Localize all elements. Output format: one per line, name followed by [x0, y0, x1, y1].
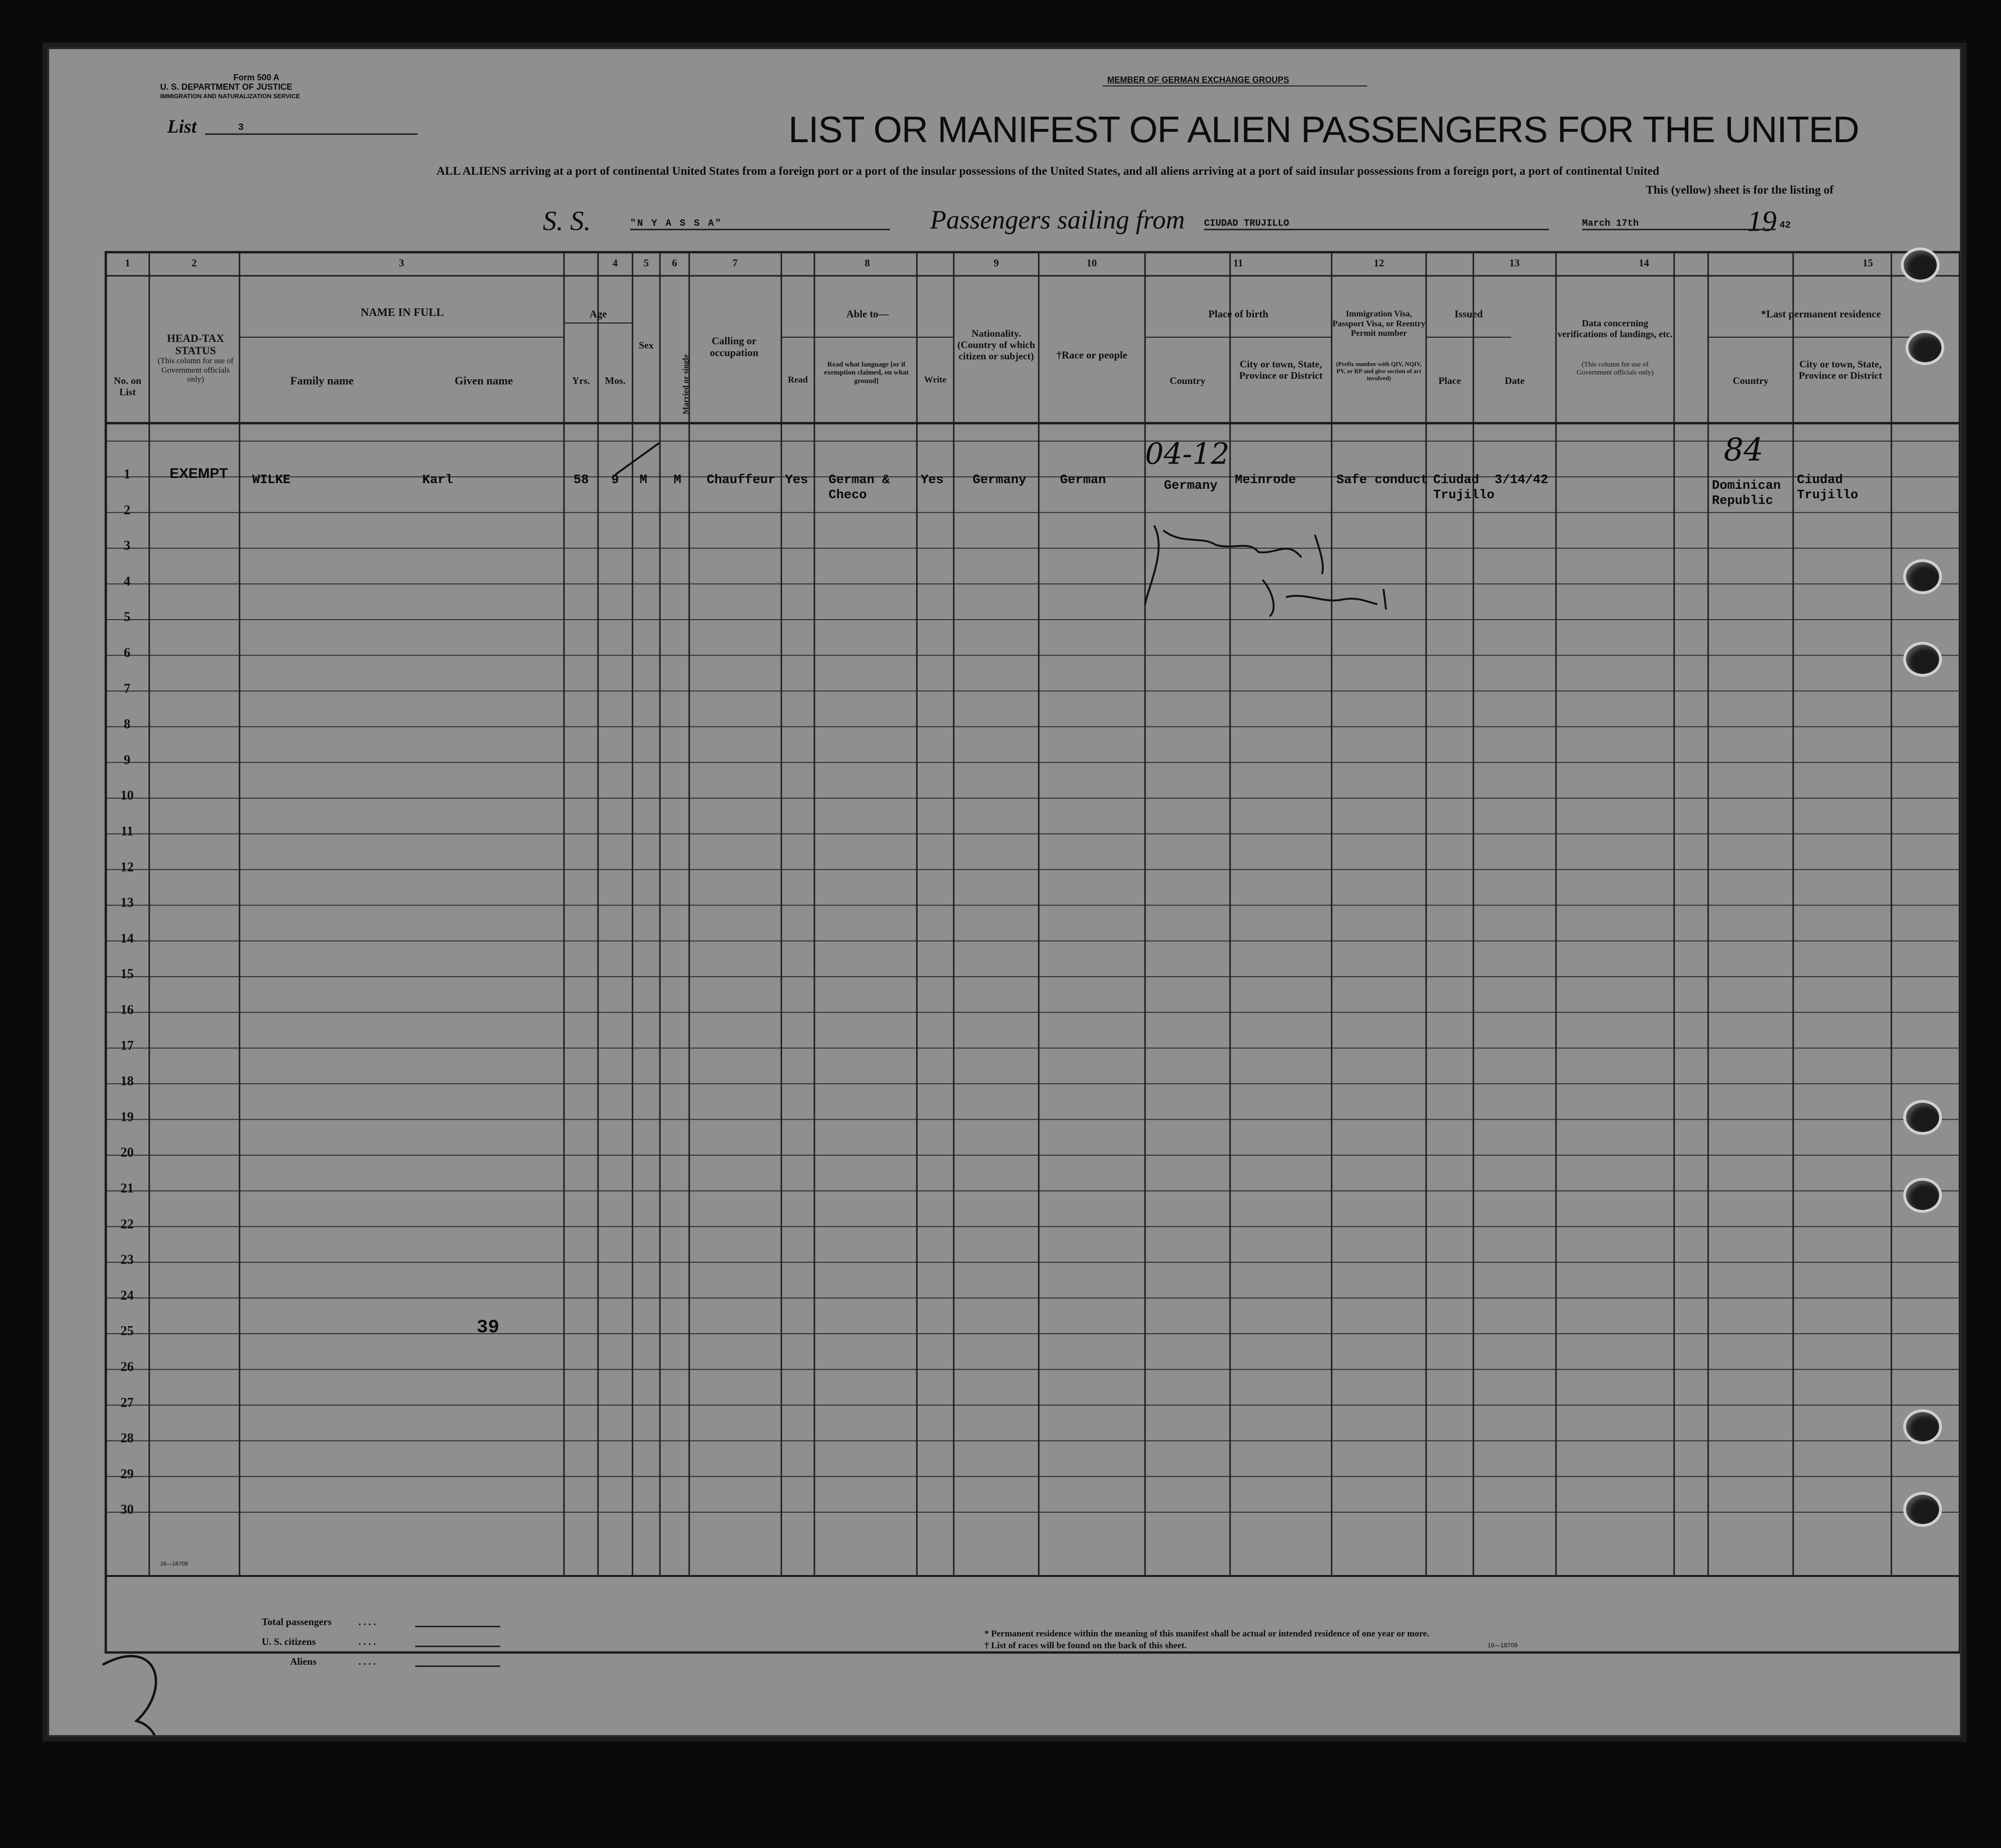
binder-hole	[1903, 642, 1942, 677]
footer-us-citizens: U. S. citizens	[262, 1636, 316, 1647]
page-number-stamp: 39	[477, 1317, 500, 1338]
header-res-country: Country	[1733, 375, 1769, 386]
binder-hole	[1903, 1492, 1942, 1527]
row-number: 23	[120, 1252, 134, 1268]
entry-res-country-2: Republic	[1712, 494, 1773, 508]
header-issued-place: Place	[1438, 375, 1461, 386]
table-printer-code: 16—18709	[160, 1560, 188, 1567]
sailing-label: Passengers sailing from	[930, 205, 1185, 235]
column-number: 2	[191, 257, 197, 269]
row-number: 29	[120, 1466, 134, 1482]
entry-nationality: Germany	[973, 473, 1026, 487]
column-number: 4	[612, 257, 618, 269]
entry-given-name: Karl	[422, 473, 453, 487]
footer-dots-1: . . . .	[359, 1616, 376, 1627]
entry-head-tax: EXEMPT	[170, 466, 228, 481]
row-number: 27	[120, 1395, 134, 1410]
column-number: 1	[125, 257, 130, 269]
footer-total-passengers: Total passengers	[262, 1616, 332, 1627]
header-issued: Issued	[1454, 308, 1483, 320]
header-nationality: Nationality. (Country of which citizen or subject)	[957, 328, 1035, 362]
row-number: 30	[120, 1502, 134, 1517]
header-sex: Sex	[639, 340, 654, 351]
binder-hole	[1903, 1409, 1942, 1444]
row-number: 10	[120, 788, 134, 803]
row-number: 21	[120, 1181, 134, 1196]
row-number: 12	[120, 860, 134, 875]
binder-hole	[1901, 247, 1940, 282]
entry-issued-place-2: Trujillo	[1433, 488, 1495, 502]
row-number: 7	[124, 681, 130, 696]
handwritten-residence-code: 84	[1724, 432, 1763, 468]
column-number: 6	[672, 257, 677, 269]
form-number: Form 500 A	[233, 73, 280, 82]
header-birth-city: City or town, State, Province or District	[1239, 358, 1323, 382]
column-number: 12	[1374, 257, 1384, 269]
row-number: 11	[120, 824, 134, 839]
header-mos: Mos.	[605, 375, 626, 386]
entry-occupation: Chauffeur	[707, 473, 776, 487]
row-number: 22	[120, 1217, 134, 1232]
entry-language-2: Checo	[829, 488, 867, 502]
header-last-residence: *Last permanent residence	[1761, 308, 1881, 320]
header-given-name: Given name	[454, 375, 513, 387]
header-place-of-birth: Place of birth	[1208, 308, 1269, 320]
ship-label: S. S.	[543, 205, 591, 236]
entry-read: Yes	[785, 473, 808, 487]
ship-name: "N Y A S S A"	[630, 218, 723, 229]
footer-note-races: † List of races will be found on the back of this sheet.	[984, 1641, 1187, 1651]
row-number: 16	[120, 1003, 134, 1017]
column-number: 7	[732, 257, 738, 269]
row-number: 24	[120, 1288, 134, 1303]
binder-hole	[1903, 1100, 1942, 1135]
manifest-grid	[49, 49, 1960, 1735]
row-number: 6	[124, 646, 130, 660]
header-head-tax: HEAD-TAX STATUS	[167, 332, 224, 357]
header-name-in-full: NAME IN FULL	[360, 307, 444, 319]
column-number: 9	[993, 257, 999, 269]
page-title: LIST OR MANIFEST OF ALIEN PASSENGERS FOR THE UNITED	[788, 109, 1859, 150]
row-number: 9	[124, 752, 130, 767]
sheet-note: This (yellow) sheet is for the listing of	[1646, 184, 1834, 196]
row-number: 1	[124, 467, 130, 482]
header-head-tax-note: (This column for use of Government officials only)	[157, 356, 234, 384]
row-number: 3	[124, 538, 130, 554]
entry-res-city-2: Trujillo	[1797, 488, 1858, 502]
handwritten-birth-code: 04-12	[1145, 436, 1230, 471]
row-number: 28	[120, 1431, 134, 1446]
entry-issued-place-1: Ciudad	[1433, 473, 1479, 487]
footer-printer-code: 16—18709	[1488, 1642, 1518, 1649]
row-number: 15	[120, 967, 134, 982]
member-note: MEMBER OF GERMAN EXCHANGE GROUPS	[1107, 75, 1290, 85]
column-number: 3	[399, 257, 404, 269]
footer-aliens: Aliens	[290, 1656, 317, 1667]
header-res-city: City or town, State, Province or District	[1798, 358, 1882, 382]
header-verification: Data concerning verifications of landings, etc.	[1557, 318, 1673, 340]
header-race: †Race or people	[1056, 349, 1128, 361]
entry-write: Yes	[921, 473, 944, 487]
column-number: 11	[1233, 257, 1243, 269]
header-yrs: Yrs.	[572, 375, 590, 386]
header-issued-date: Date	[1505, 375, 1525, 386]
slash-mark	[616, 443, 658, 474]
row-number: 4	[124, 574, 130, 589]
header-birth-country: Country	[1170, 375, 1206, 386]
footer-note-residence: * Permanent residence within the meaning of this manifest shall be actual or intended residence of one year or more.	[984, 1629, 1429, 1639]
column-number: 15	[1863, 257, 1873, 269]
row-number: 8	[124, 717, 130, 732]
entry-age-years: 58	[573, 473, 589, 487]
column-number: 10	[1086, 257, 1097, 269]
binder-hole	[1906, 330, 1944, 365]
header-calling: Calling or occupation	[710, 335, 759, 359]
column-number: 5	[643, 257, 649, 269]
footer-dots-2: . . . .	[359, 1636, 376, 1647]
entry-visa: Safe conduct	[1336, 473, 1428, 487]
binder-hole	[1903, 1178, 1942, 1213]
row-number: 18	[120, 1074, 134, 1089]
entry-birth-city: Meinrode	[1235, 473, 1296, 487]
year-suffix: 42	[1779, 220, 1791, 231]
header-visa: Immigration Visa, Passport Visa, or Reentry Permit number	[1332, 309, 1426, 338]
header-visa-note: (Prefix number with QIV, NQIV, PV, or RP and give section of act involved)	[1336, 360, 1422, 382]
entry-age-months: 9	[611, 473, 619, 487]
entry-family-name: WILKE	[252, 473, 291, 487]
instructions-line: ALL ALIENS arriving at a port of continental United States from a foreign port or a port of the insular possessions of the United States, and all aliens arriving at a port of said insular possessions from a foreign port, a port of continental United	[436, 165, 1659, 178]
row-number: 5	[124, 610, 130, 625]
row-number: 17	[120, 1038, 134, 1053]
header-able-to: Able to—	[846, 308, 889, 320]
entry-marital: M	[674, 473, 682, 487]
header-married: Married or single	[681, 354, 691, 415]
row-number: 13	[120, 895, 134, 911]
entry-issued-date: 3/14/42	[1495, 473, 1548, 487]
header-family-name: Family name	[290, 375, 354, 387]
entry-birth-country: Germany	[1164, 479, 1218, 493]
entry-res-country-1: Dominican	[1712, 479, 1781, 493]
header-write: Write	[924, 375, 947, 385]
row-number: 25	[120, 1324, 134, 1339]
row-number: 19	[120, 1109, 134, 1124]
column-number: 14	[1639, 257, 1649, 269]
column-number: 13	[1509, 257, 1520, 269]
entry-race: German	[1060, 473, 1106, 487]
binder-hole	[1903, 559, 1942, 594]
list-label: List	[167, 116, 197, 137]
sailing-port: CIUDAD TRUJILLO	[1204, 218, 1290, 229]
footer-dots-3: . . . .	[359, 1656, 376, 1667]
year-prefix: 19	[1747, 205, 1777, 238]
entry-res-city-1: Ciudad	[1797, 473, 1843, 487]
entry-sex: M	[640, 473, 648, 487]
header-read: Read	[787, 375, 808, 385]
row-number: 20	[120, 1145, 134, 1160]
row-number: 2	[124, 502, 130, 518]
list-number: 3	[238, 122, 244, 133]
header-verification-note: (This column for use of Government officials only)	[1576, 361, 1654, 377]
column-number: 8	[864, 257, 870, 269]
service-name: IMMIGRATION AND NATURALIZATION SERVICE	[160, 93, 300, 100]
sailing-date: March 17th	[1582, 218, 1639, 229]
manifest-sheet	[47, 47, 1962, 1737]
entry-language-1: German &	[829, 473, 890, 487]
header-age: Age	[590, 308, 607, 320]
header-read-language: Read what language [or if exemption claimed, on what ground]	[824, 361, 909, 385]
row-number: 14	[120, 931, 134, 946]
department-name: U. S. DEPARTMENT OF JUSTICE	[160, 82, 292, 92]
header-no-on-list: No. on List	[113, 375, 142, 398]
row-number: 26	[120, 1360, 134, 1374]
